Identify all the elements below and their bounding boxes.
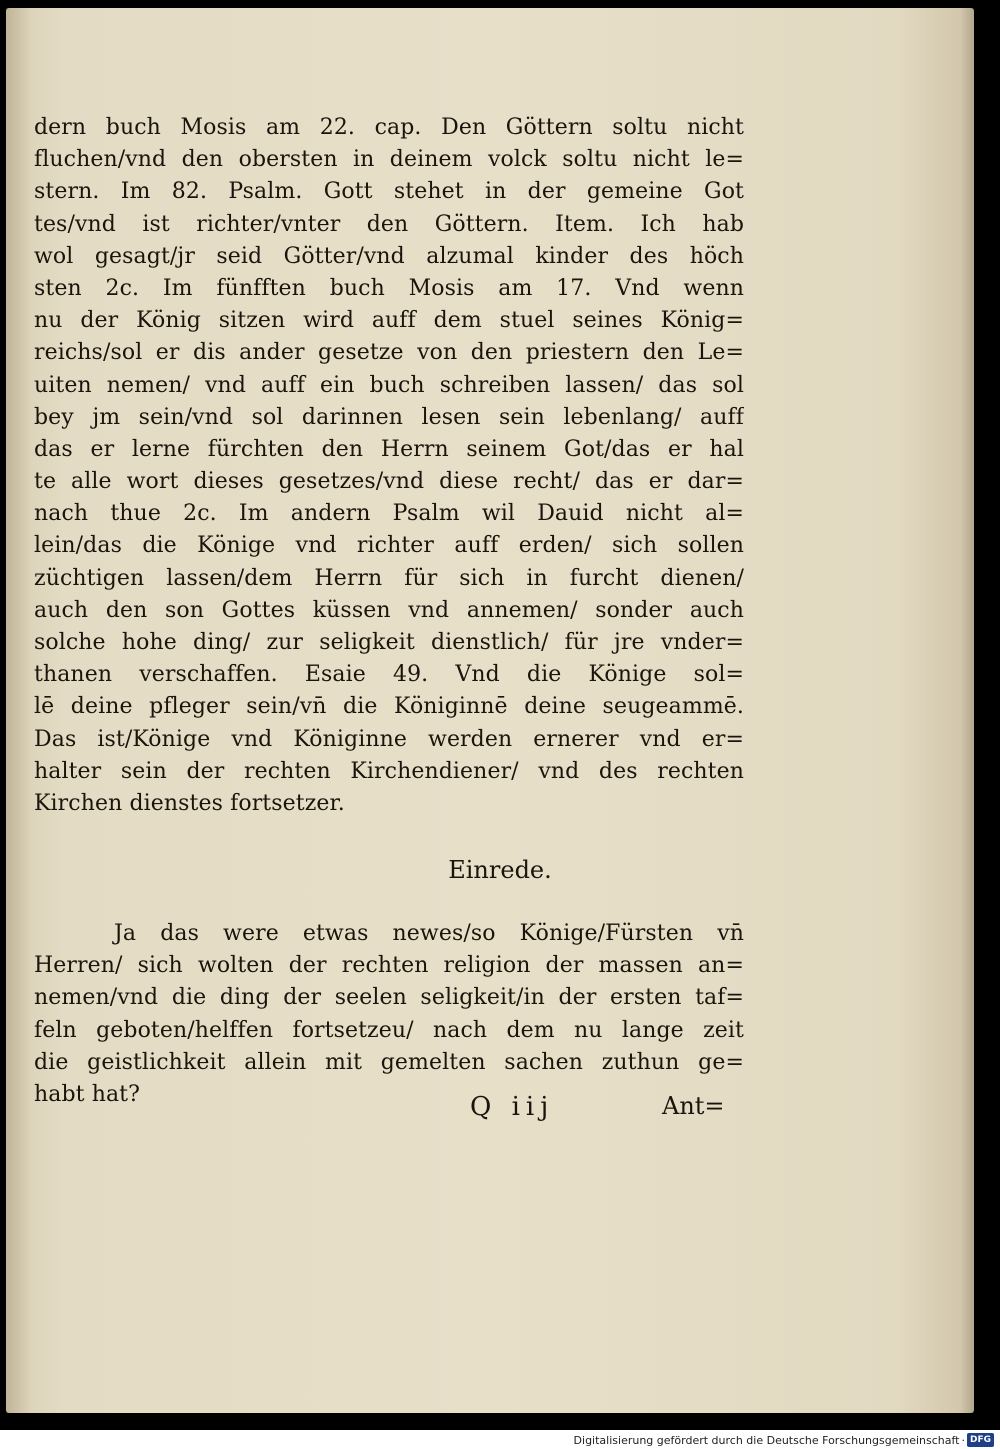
text-line: halter sein der rechten Kirchendiener/ vnd des rechten [34, 758, 744, 784]
text-line: auch den son Gottes küssen vnd annemen/ sonder auch [34, 597, 744, 623]
text-line: Das ist/Könige vnd Königinne werden ernerer vnd er= [34, 726, 744, 752]
text-line: tes/vnd ist richter/vnter den Göttern. Item. Ich hab [34, 211, 744, 237]
section-heading: Einrede. [448, 856, 552, 884]
text-line: bey jm sein/vnd sol darinnen lesen sein lebenlang/ auff [34, 404, 744, 430]
text-line: Ja das were etwas newes/so Könige/Fürsten vn̄ [114, 921, 744, 946]
text-line: nach thue 2c. Im andern Psalm wil Dauid nicht al= [34, 501, 744, 527]
credit-text: Digitalisierung gefördert durch die Deutsche Forschungsgemeinschaft [573, 1433, 960, 1447]
text-line: Herren/ sich wolten der rechten religion der massen an= [34, 953, 744, 979]
text-line: dern buch Mosis am 22. cap. Den Göttern soltu nicht [34, 115, 744, 140]
funding-credit [574, 1432, 994, 1448]
text-line: solche hohe ding/ zur seligkeit dienstlich/ für jre vnder= [34, 630, 744, 655]
text-line: das er lerne fürchten den Herrn seinem Got/das er hal [34, 436, 744, 462]
catchword: Ant= [662, 1092, 725, 1120]
text-line: züchtigen lassen/dem Herrn für sich in furcht dienen/ [34, 565, 744, 591]
text-line: Kirchen dienstes fortsetzer. [34, 790, 345, 816]
dfg-logo: DFG [967, 1433, 994, 1447]
text-line: thanen verschaffen. Esaie 49. Vnd die Könige sol= [34, 662, 744, 688]
text-line: nu der König sitzen wird auff dem stuel seines König= [34, 308, 744, 334]
text-line: nemen/vnd die ding der seelen seligkeit/in der ersten taf= [34, 985, 744, 1011]
text-line: habt hat? [34, 1081, 141, 1107]
text-line: wol gesagt/jr seid Götter/vnd alzumal kinder des höch [34, 243, 744, 269]
text-line: die geistlichkeit allein mit gemelten sachen zuthun ge= [34, 1049, 744, 1075]
main-text-block [34, 112, 744, 820]
objection-text-block [34, 918, 744, 1111]
text-line: stern. Im 82. Psalm. Gott stehet in der gemeine Got [34, 179, 744, 205]
text-line: lē deine pfleger sein/vn̄ die Königinnē deine seugeammē. [34, 694, 744, 720]
text-line: sten 2c. Im fünfften buch Mosis am 17. Vnd wenn [34, 275, 744, 301]
signature-mark: Q iij [470, 1092, 555, 1122]
credit-separator: · [961, 1433, 965, 1447]
text-line: fluchen/vnd den obersten in deinem volck soltu nicht le= [34, 147, 744, 173]
text-line: lein/das die Könige vnd richter auff erden/ sich sollen [34, 533, 744, 559]
book-page [6, 8, 974, 1413]
text-line: te alle wort dieses gesetzes/vnd diese recht/ das er dar= [34, 469, 744, 495]
text-line: reichs/sol er dis ander gesetze von den priestern den Le= [34, 340, 744, 366]
text-line: feln geboten/helffen fortsetzeu/ nach dem nu lange zeit [34, 1017, 744, 1043]
text-line: uiten nemen/ vnd auff ein buch schreiben lassen/ das sol [34, 372, 744, 398]
